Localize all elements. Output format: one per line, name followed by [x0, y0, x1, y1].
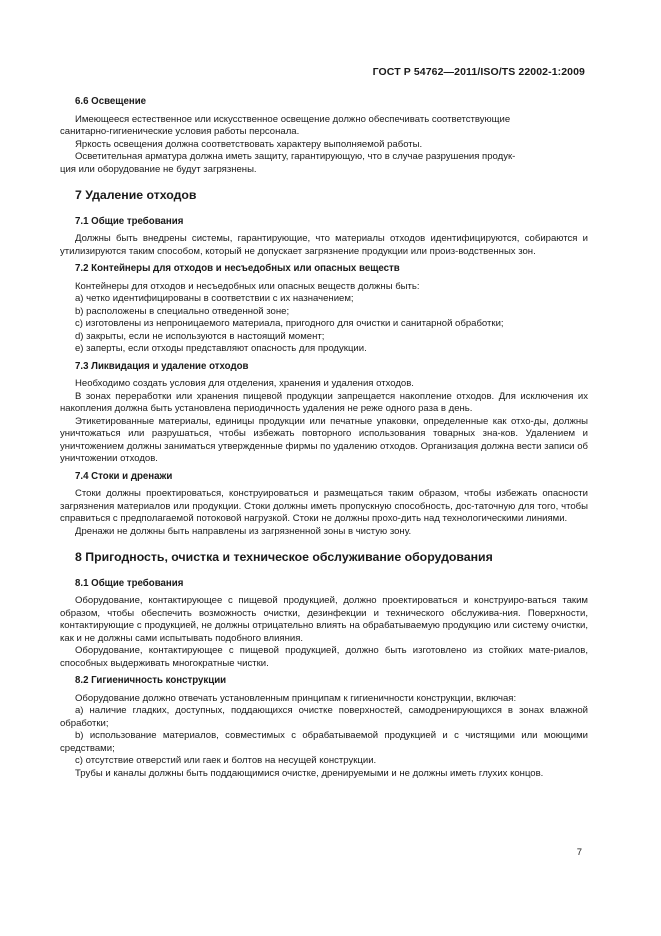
section-8-1-title: 8.1 Общие требования — [75, 577, 184, 589]
list-item: c) отсутствие отверстий или гаек и болтов на несущей конструкции. — [75, 755, 377, 766]
list-item: a) четко идентифицированы в соответствии с их назначением; — [75, 293, 354, 304]
paragraph — [60, 114, 588, 139]
list-item: b) расположены в специально отведенной зоне; — [75, 305, 290, 317]
paragraph: Оборудование, контактирующее с пищевой продукцией, должно быть изготовлено из стойких мате-риалов, способных выдерживать многократные чистки. — [60, 645, 588, 669]
list-item: a) наличие гладких, доступных, поддающихся очистке поверхностей, самодренирующихся в зонах влажной обработки; — [60, 705, 588, 729]
list-item: d) закрыты, если не используются в настоящий момент; — [75, 330, 325, 342]
standard-header: ГОСТ Р 54762—2011/ISO/TS 22002-1:2009 — [372, 66, 585, 78]
section-8-2-title: 8.2 Гигиеничность конструкции — [75, 675, 227, 686]
paragraph: Контейнеры для отходов и несъедобных или опасных веществ должны быть: — [75, 280, 420, 292]
paragraph: Дренажи не должны быть направлены из загрязненной зоны в чистую зону. — [75, 525, 412, 537]
page-content — [60, 96, 588, 780]
section-6-6-title: 6.6 Освещение — [75, 96, 147, 107]
list-item: c) изготовлены из непроницаемого материала, пригодного для очистки и санитарной обработки; — [75, 318, 504, 329]
text: Имеющееся естественное или искусственное освещение должно обеспечивать соответствующие — [75, 113, 511, 125]
section-8-title: 8 Пригодность, очистка и техническое обслуживание оборудования — [75, 550, 493, 564]
paragraph: Оборудование должно отвечать установленным принципам к гигиеничности конструкции, включая: — [75, 692, 517, 704]
paragraph: В зонах переработки или хранения пищевой продукции запрещается накопление отходов. Для исключения их накопления должна быть установлена периодичность удаления не реже одного раза в день. — [60, 390, 588, 414]
paragraph: Стоки должны проектироваться, конструироваться и размещаться таким образом, чтобы избежать опасности загрязнения материалов или продукции. Стоки должны иметь пропускную способность, дос-таточную для того, чтобы справиться с предполагаемой потоковой нагрузкой. Стоки не должны прохо-дить над технологическими линиями. — [60, 488, 588, 524]
section-7-4-title: 7.4 Стоки и дренажи — [75, 470, 173, 482]
paragraph: Трубы и каналы должны быть поддающимися очистке, дренируемыми и не должны иметь глухих концов. — [75, 767, 544, 779]
section-7-2-title: 7.2 Контейнеры для отходов и несъедобных или опасных веществ — [75, 263, 400, 274]
paragraph — [60, 151, 588, 176]
text: ция или оборудование не будут загрязнены. — [60, 163, 257, 175]
paragraph: Должны быть внедрены системы, гарантирующие, что материалы отходов идентифицируются, собираются и утилизируются таким способом, который не допускает загрязнение продукции или произ-водственных зон. — [60, 233, 588, 257]
paragraph: Этикетированные материалы, единицы продукции или печатные упаковки, определенные как отхо-ды, должны уничтожаться или разрушаться, чтобы избежать повторного использования товарных зна-ков. Удалением и уничтожением должны заниматься утвержденные фирмы по удалению отходов. Организация должна вести записи об уничтожении отходов. — [60, 415, 588, 464]
section-7-1-title: 7.1 Общие требования — [75, 215, 184, 227]
text: Осветительная арматура должна иметь защиту, гарантирующую, что в случае разрушения продук- — [75, 151, 516, 162]
text: санитарно-гигиенические условия работы персонала. — [60, 126, 300, 137]
page-number: 7 — [576, 847, 582, 858]
section-7-title: 7 Удаление отходов — [75, 188, 197, 202]
list-item: b) использование материалов, совместимых с обрабатываемой продукцией и с чистящими или моющими средствами; — [60, 730, 588, 754]
paragraph: Оборудование, контактирующее с пищевой продукцией, должно проектироваться и конструиро-ваться таким образом, чтобы обеспечить возможность очистки, дезинфекции и технического обслужива-ния. Поверхности, контактирующие с продукцией, не должны отрицательно влиять на обрабатываемую продукцию или систему очистки, как и не должны сами испытывать подобного влияния. — [60, 595, 588, 644]
paragraph: Необходимо создать условия для отделения, хранения и удаления отходов. — [75, 378, 414, 389]
list-item: e) заперты, если отходы представляют опасность для продукции. — [75, 343, 367, 354]
paragraph: Яркость освещения должна соответствовать характеру выполняемой работы. — [75, 138, 423, 150]
section-7-3-title: 7.3 Ликвидация и удаление отходов — [75, 360, 249, 372]
